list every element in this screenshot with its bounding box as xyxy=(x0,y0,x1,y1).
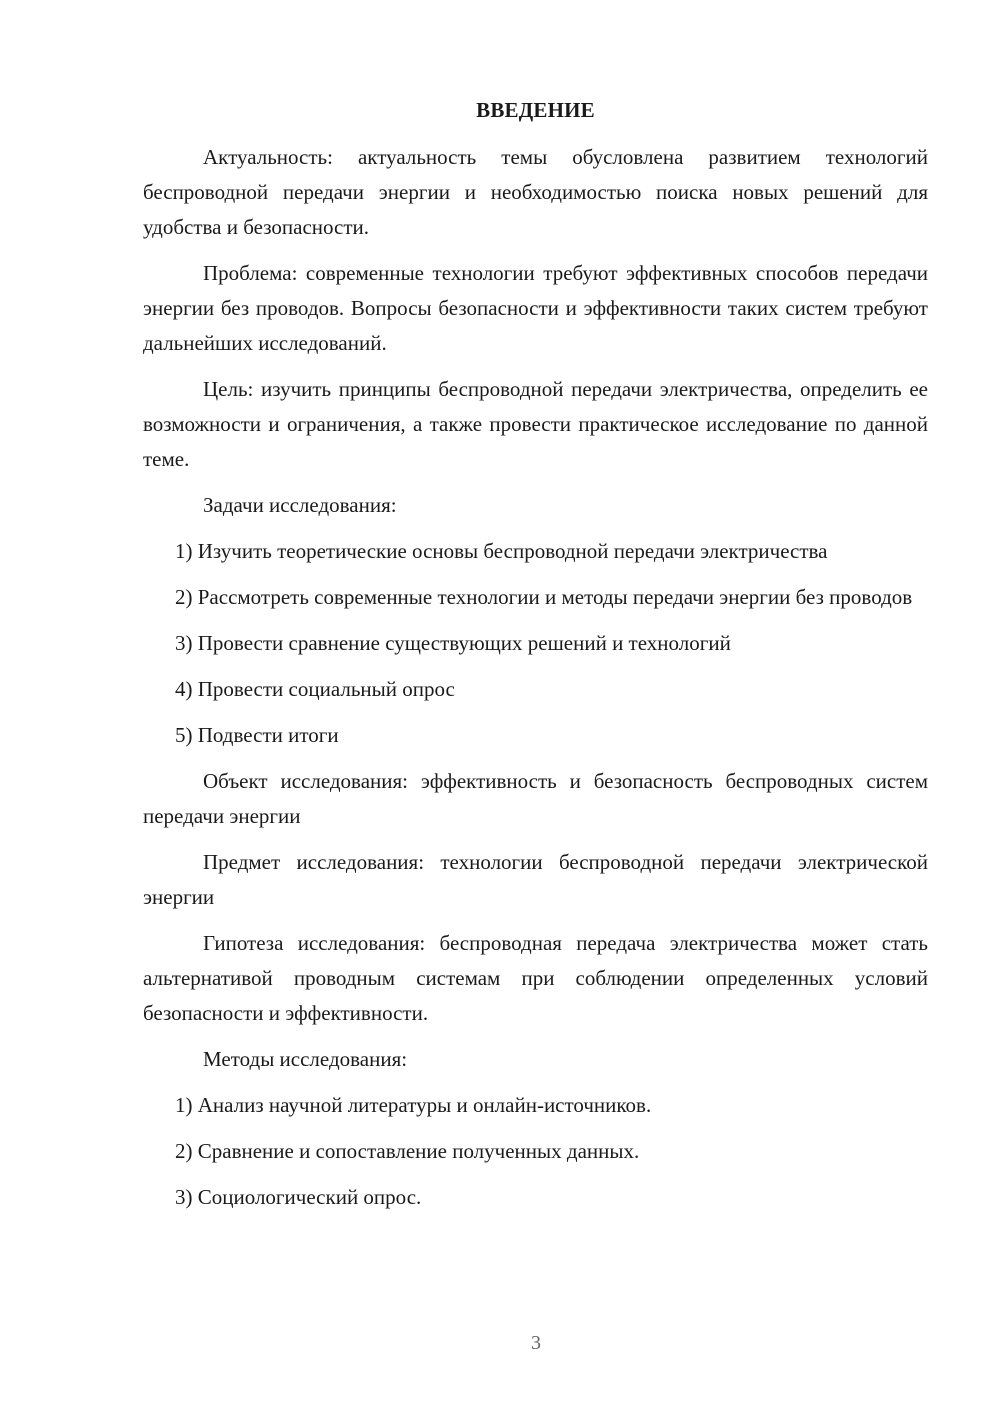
methods-heading: Методы исследования: xyxy=(203,1047,408,1071)
subject-paragraph: Предмет исследования: технологии беспроводной передачи электрической энергии xyxy=(143,850,928,909)
task-item-1: 1) Изучить теоретические основы беспроводной передачи электричества xyxy=(175,539,828,563)
goal-paragraph: Цель: изучить принципы беспроводной передачи электричества, определить ее возможности и ограничения, а также провести практическое исследование по данной теме. xyxy=(143,377,928,471)
method-item-1: 1) Анализ научной литературы и онлайн-источников. xyxy=(175,1093,652,1117)
problem-paragraph: Проблема: современные технологии требуют эффективных способов передачи энергии без проводов. Вопросы безопасности и эффективности таких систем требуют дальнейших исследований. xyxy=(143,261,928,355)
task-item-3: 3) Провести сравнение существующих решений и технологий xyxy=(175,631,731,655)
section-heading: ВВЕДЕНИЕ xyxy=(476,98,595,122)
hypothesis-paragraph: Гипотеза исследования: беспроводная передача электричества может стать альтернативой проводным системам при соблюдении определенных условий безопасности и эффективности. xyxy=(143,931,928,1025)
method-item-3: 3) Социологический опрос. xyxy=(175,1185,422,1209)
task-item-5: 5) Подвести итоги xyxy=(175,723,339,747)
object-paragraph: Объект исследования: эффективность и безопасность беспроводных систем передачи энергии xyxy=(143,769,928,828)
task-item-4: 4) Провести социальный опрос xyxy=(175,677,455,701)
tasks-heading: Задачи исследования: xyxy=(203,493,397,517)
task-item-2: 2) Рассмотреть современные технологии и методы передачи энергии без проводов xyxy=(175,585,913,609)
page-number: 3 xyxy=(531,1332,541,1354)
document-page xyxy=(143,95,928,1226)
method-item-2: 2) Сравнение и сопоставление полученных данных. xyxy=(175,1139,640,1163)
relevance-paragraph: Актуальность: актуальность темы обусловлена развитием технологий беспроводной передачи энергии и необходимостью поиска новых решений для удобства и безопасности. xyxy=(143,145,928,239)
